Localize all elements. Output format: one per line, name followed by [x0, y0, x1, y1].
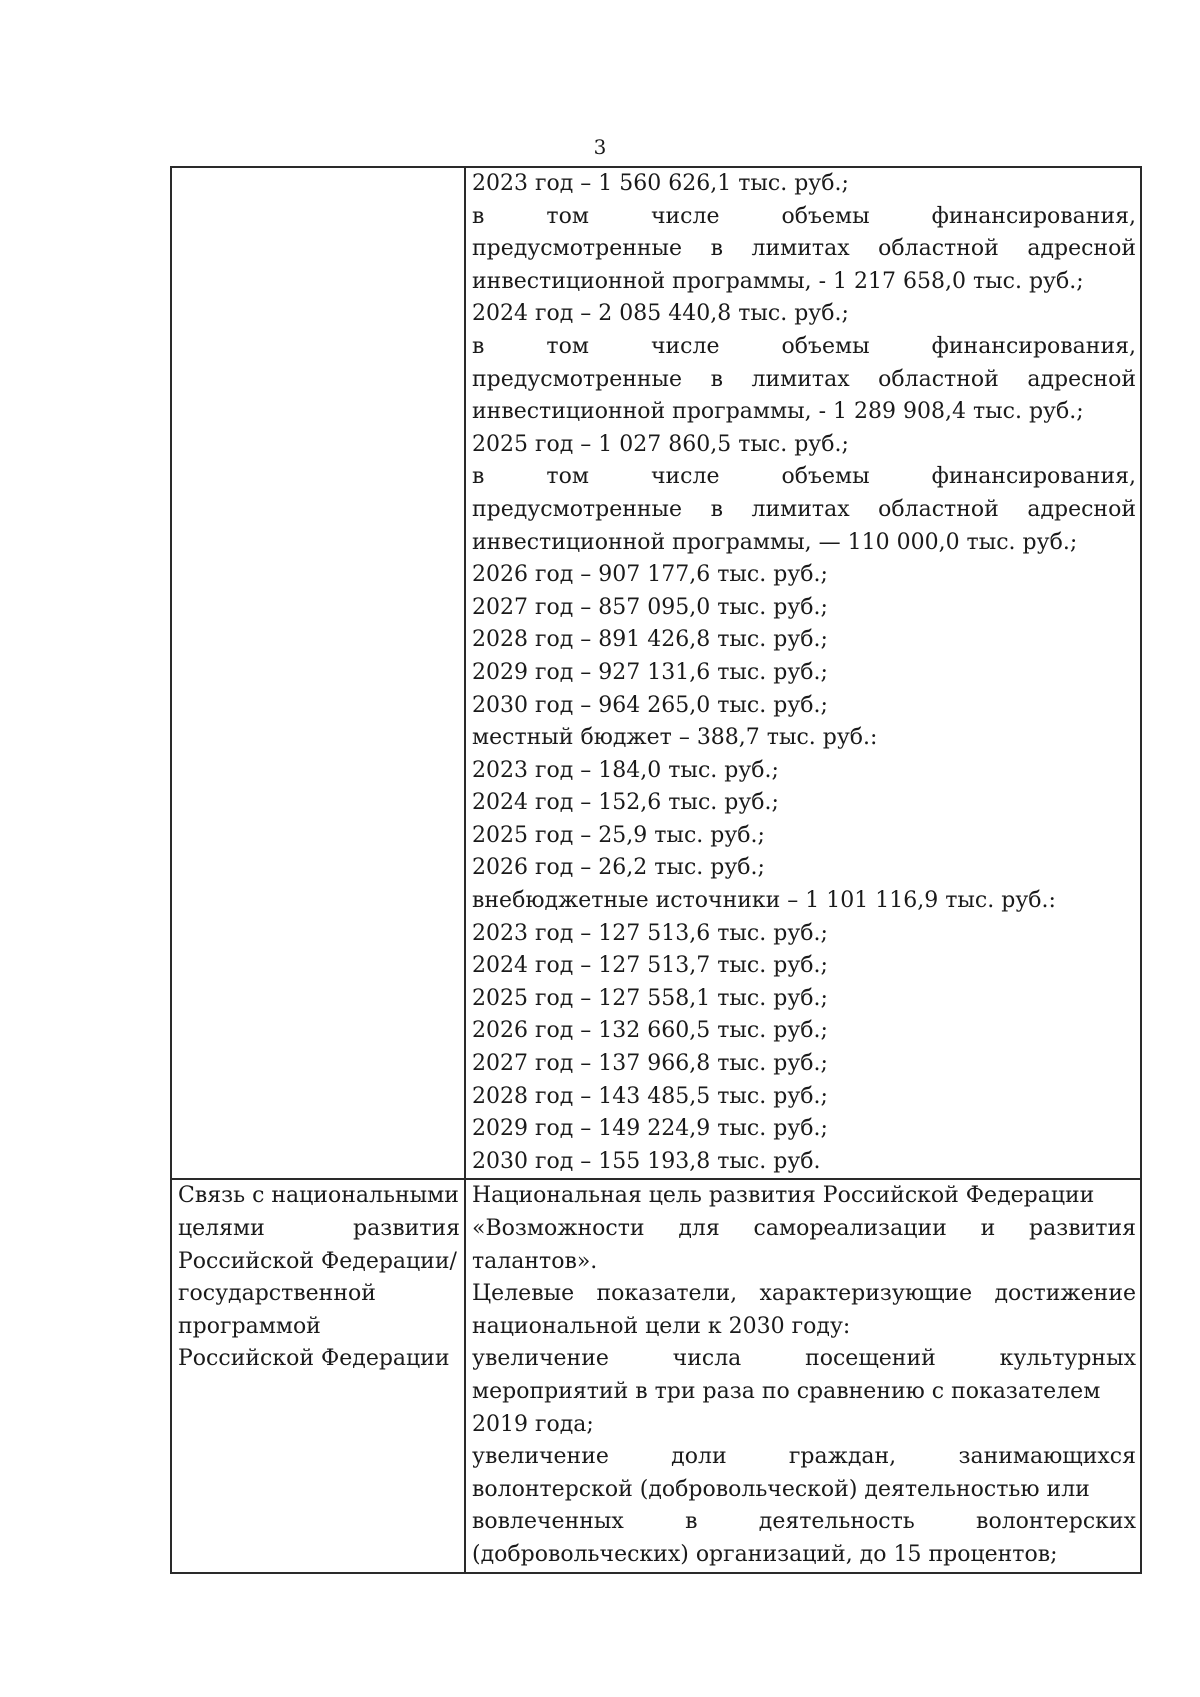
- goal-line: талантов».: [472, 1248, 598, 1274]
- funding-line: внебюджетные источники – 1 101 116,9 тыс. руб.:: [472, 888, 1056, 914]
- funding-line: местный бюджет – 388,7 тыс. руб.:: [472, 725, 878, 751]
- funding-line: в том числе объемы финансирования,: [472, 333, 1136, 359]
- funding-line: 2023 год – 1 560 626,1 тыс. руб.;: [472, 171, 849, 196]
- funding-line: 2026 год – 26,2 тыс. руб.;: [472, 855, 765, 881]
- funding-line: 2025 год – 127 558,1 тыс. руб.;: [472, 985, 828, 1011]
- goal-line: волонтерской (добровольческой) деятельностью или: [472, 1476, 1090, 1502]
- funding-line: предусмотренные в лимитах областной адресной: [472, 496, 1136, 522]
- label-line: программой: [178, 1313, 321, 1339]
- table-row-funding: [171, 167, 1141, 1179]
- funding-line: 2024 год – 127 513,7 тыс. руб.;: [472, 953, 828, 979]
- funding-line: инвестиционной программы, - 1 289 908,4 тыс. руб.;: [472, 399, 1084, 425]
- label-line: Российской Федерации: [178, 1346, 450, 1372]
- goal-line: «Возможности для самореализации и развития: [472, 1216, 1136, 1241]
- funding-line: 2030 год – 964 265,0 тыс. руб.;: [472, 692, 828, 718]
- goal-line: вовлеченных в деятельность волонтерских: [472, 1509, 1136, 1535]
- label-line: Связь с национальными: [178, 1183, 459, 1209]
- label-line: Российской Федерации/: [178, 1248, 457, 1274]
- table-row-national-goals: [171, 1179, 1141, 1572]
- goal-line: мероприятий в три раза по сравнению с показателем: [472, 1378, 1101, 1404]
- funding-line: 2028 год – 143 485,5 тыс. руб.;: [472, 1083, 828, 1109]
- funding-line: 2023 год – 127 513,6 тыс. руб.;: [472, 920, 828, 946]
- funding-line: инвестиционной программы, — 110 000,0 тыс. руб.;: [472, 529, 1078, 555]
- funding-line: 2027 год – 137 966,8 тыс. руб.;: [472, 1051, 828, 1077]
- goal-line: увеличение доли граждан, занимающихся: [472, 1444, 1136, 1470]
- funding-line: 2026 год – 132 660,5 тыс. руб.;: [472, 1018, 828, 1044]
- funding-line: 2025 год – 25,9 тыс. руб.;: [472, 822, 765, 848]
- row2-left-cell: [171, 1179, 465, 1572]
- passport-table: [170, 166, 1142, 1574]
- label-line: целями развития: [178, 1216, 460, 1241]
- goal-line: Целевые показатели, характеризующие достижение: [472, 1281, 1136, 1307]
- row1-right-cell: [465, 167, 1141, 1179]
- label-line: государственной: [178, 1281, 376, 1307]
- goal-line: увеличение числа посещений культурных: [472, 1346, 1136, 1372]
- funding-line: 2024 год – 152,6 тыс. руб.;: [472, 790, 779, 816]
- funding-line: 2025 год – 1 027 860,5 тыс. руб.;: [472, 431, 849, 457]
- goal-line: (добровольческих) организаций, до 15 процентов;: [472, 1541, 1058, 1567]
- funding-line: 2029 год – 927 131,6 тыс. руб.;: [472, 659, 828, 685]
- funding-line: 2023 год – 184,0 тыс. руб.;: [472, 757, 779, 783]
- funding-line: 2027 год – 857 095,0 тыс. руб.;: [472, 594, 828, 620]
- funding-line: в том числе объемы финансирования,: [472, 203, 1136, 229]
- funding-line: предусмотренные в лимитах областной адресной: [472, 366, 1136, 392]
- page-number: 3: [593, 135, 607, 159]
- funding-line: 2024 год – 2 085 440,8 тыс. руб.;: [472, 301, 849, 327]
- goal-line: 2019 года;: [472, 1411, 594, 1437]
- funding-line: 2026 год – 907 177,6 тыс. руб.;: [472, 562, 828, 588]
- funding-line: 2028 год – 891 426,8 тыс. руб.;: [472, 627, 828, 653]
- funding-line: инвестиционной программы, - 1 217 658,0 тыс. руб.;: [472, 268, 1084, 294]
- funding-line: в том числе объемы финансирования,: [472, 464, 1136, 490]
- row1-left-cell: [171, 167, 465, 1179]
- goal-line: Национальная цель развития Российской Федерации: [472, 1183, 1095, 1209]
- goal-line: национальной цели к 2030 году:: [472, 1313, 851, 1339]
- funding-line: 2030 год – 155 193,8 тыс. руб.: [472, 1148, 821, 1174]
- funding-line: предусмотренные в лимитах областной адресной: [472, 236, 1136, 262]
- row2-right-cell: [465, 1179, 1141, 1572]
- funding-line: 2029 год – 149 224,9 тыс. руб.;: [472, 1116, 828, 1142]
